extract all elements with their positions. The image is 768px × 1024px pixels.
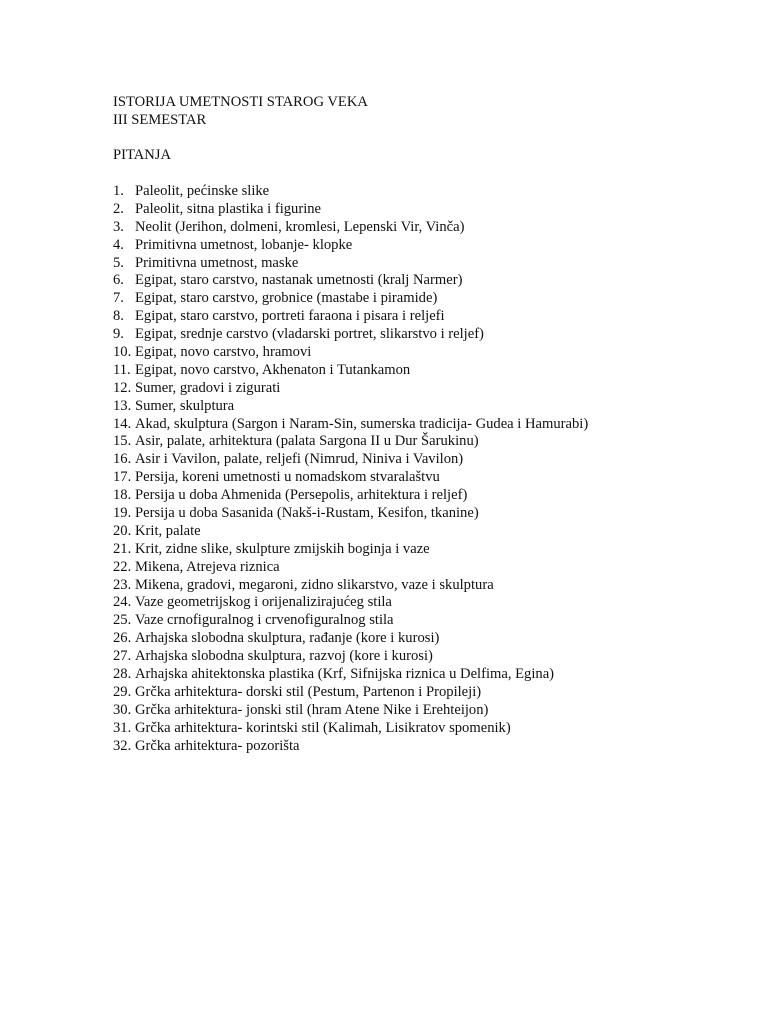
section-heading: PITANJA — [113, 147, 172, 164]
list-item-text: Egipat, novo carstvo, Akhenaton i Tutankamon — [135, 361, 411, 378]
list-item-text: Sumer, gradovi i zigurati — [135, 379, 281, 396]
list-item-text: Egipat, staro carstvo, grobnice (mastabe i piramide) — [135, 290, 438, 307]
list-item-number: 19. — [113, 505, 132, 522]
list-item — [113, 505, 733, 523]
list-item-number: 21. — [113, 540, 132, 557]
list-item-number: 13. — [113, 397, 132, 414]
list-item-number: 23. — [113, 576, 132, 593]
list-item-text: Sumer, skulptura — [135, 397, 235, 414]
list-item-text: Krit, palate — [135, 522, 201, 539]
list-item-text: Asir i Vavilon, palate, reljefi (Nimrud, Niniva i Vavilon) — [135, 451, 464, 468]
list-item-number: 31. — [113, 719, 132, 736]
list-item — [113, 290, 733, 308]
list-item — [113, 380, 733, 398]
list-item-number: 6. — [113, 272, 124, 289]
questions-list — [113, 183, 733, 756]
list-item — [113, 559, 733, 577]
list-item-text: Grčka arhitektura- pozorišta — [135, 737, 300, 754]
document-title: ISTORIJA UMETNOSTI STAROG VEKA — [113, 94, 368, 110]
list-item-text: Egipat, staro carstvo, portreti faraona i pisara i reljefi — [135, 308, 445, 325]
list-item-text: Neolit (Jerihon, dolmeni, kromlesi, Lepenski Vir, Vinča) — [135, 218, 465, 235]
list-item — [113, 219, 733, 237]
list-item-number: 3. — [113, 218, 124, 235]
list-item-text: Krit, zidne slike, skulpture zmijskih boginja i vaze — [135, 540, 430, 557]
list-item-text: Egipat, staro carstvo, nastanak umetnosti (kralj Narmer) — [135, 272, 463, 289]
list-item-text: Grčka arhitektura- jonski stil (hram Atene Nike i Erehteijon) — [135, 701, 489, 718]
list-item-number: 28. — [113, 666, 132, 683]
list-item-text: Primitivna umetnost, lobanje- klopke — [135, 236, 353, 253]
list-item — [113, 541, 733, 559]
list-item-text: Grčka arhitektura- dorski stil (Pestum, Partenon i Propileji) — [135, 683, 482, 700]
list-item — [113, 272, 733, 290]
list-item — [113, 416, 733, 434]
list-item-number: 8. — [113, 308, 124, 325]
list-item-text: Persija, koreni umetnosti u nomadskom stvaralaštvu — [135, 469, 440, 486]
list-item-number: 29. — [113, 683, 132, 700]
list-item-number: 22. — [113, 558, 132, 575]
list-item-text: Arhajska ahitektonska plastika (Krf, Sifnijska riznica u Delfima, Egina) — [135, 666, 555, 683]
list-item-number: 4. — [113, 236, 124, 253]
list-item — [113, 469, 733, 487]
list-item — [113, 648, 733, 666]
list-item-number: 30. — [113, 701, 132, 718]
list-item — [113, 577, 733, 595]
list-item — [113, 433, 733, 451]
list-item-number: 2. — [113, 200, 124, 217]
list-item-number: 16. — [113, 451, 132, 468]
list-item-number: 26. — [113, 630, 132, 647]
list-item-number: 10. — [113, 344, 132, 360]
list-item-number: 27. — [113, 648, 132, 665]
list-item-number: 20. — [113, 522, 132, 539]
document-subtitle: III SEMESTAR — [113, 111, 207, 128]
list-item — [113, 308, 733, 326]
list-item — [113, 684, 733, 702]
list-item — [113, 255, 733, 273]
list-item — [113, 326, 733, 344]
list-item — [113, 666, 733, 684]
list-item-number: 18. — [113, 487, 132, 504]
document-header — [113, 94, 733, 130]
list-item-number: 1. — [113, 182, 124, 199]
list-item — [113, 487, 733, 505]
list-item — [113, 237, 733, 255]
list-item-number: 14. — [113, 415, 132, 432]
list-item — [113, 183, 733, 201]
section-heading-block — [113, 147, 733, 165]
list-item-number: 24. — [113, 594, 132, 611]
list-item-text: Grčka arhitektura- korintski stil (Kalimah, Lisikratov spomenik) — [135, 719, 511, 736]
list-item-text: Arhajska slobodna skulptura, razvoj (kore i kurosi) — [135, 648, 433, 665]
list-item-text: Egipat, srednje carstvo (vladarski portret, slikarstvo i reljef) — [135, 326, 484, 343]
list-item-number: 25. — [113, 612, 132, 629]
list-item-text: Asir, palate, arhitektura (palata Sargona II u Dur Šarukinu) — [135, 433, 479, 450]
list-item — [113, 362, 733, 380]
list-item-number: 11. — [113, 361, 131, 378]
list-item-text: Paleolit, pećinske slike — [135, 182, 270, 199]
list-item — [113, 594, 733, 612]
list-item — [113, 201, 733, 219]
list-item-number: 5. — [113, 254, 124, 271]
list-item — [113, 738, 733, 756]
list-item-number: 7. — [113, 290, 124, 307]
list-item-number: 12. — [113, 379, 132, 396]
list-item-text: Egipat, novo carstvo, hramovi — [135, 344, 312, 360]
document-content — [113, 94, 733, 755]
list-item-text: Primitivna umetnost, maske — [135, 254, 299, 271]
list-item — [113, 523, 733, 541]
list-item — [113, 720, 733, 738]
list-item-number: 32. — [113, 737, 132, 754]
list-item-text: Vaze crnofiguralnog i crvenofiguralnog stila — [135, 612, 394, 629]
list-item-text: Vaze geometrijskog i orijenalizirajućeg stila — [135, 594, 392, 611]
list-item — [113, 702, 733, 720]
list-item-text: Arhajska slobodna skulptura, rađanje (kore i kurosi) — [135, 630, 440, 647]
list-item — [113, 630, 733, 648]
list-item-text: Mikena, gradovi, megaroni, zidno slikarstvo, vaze i skulptura — [135, 576, 494, 593]
list-item-text: Persija u doba Ahmenida (Persepolis, arhitektura i reljef) — [135, 487, 468, 504]
list-item-text: Paleolit, sitna plastika i figurine — [135, 200, 322, 217]
list-item-text: Persija u doba Sasanida (Nakš-i-Rustam, Kesifon, tkanine) — [135, 505, 479, 522]
list-item-number: 9. — [113, 326, 124, 343]
list-item-text: Akad, skulptura (Sargon i Naram-Sin, sumerska tradicija- Gudea i Hamurabi) — [135, 415, 589, 432]
list-item — [113, 344, 733, 362]
list-item-number: 17. — [113, 469, 132, 486]
list-item — [113, 398, 733, 416]
list-item-text: Mikena, Atrejeva riznica — [135, 558, 280, 575]
list-item-number: 15. — [113, 433, 132, 450]
list-item — [113, 612, 733, 630]
list-item — [113, 451, 733, 469]
